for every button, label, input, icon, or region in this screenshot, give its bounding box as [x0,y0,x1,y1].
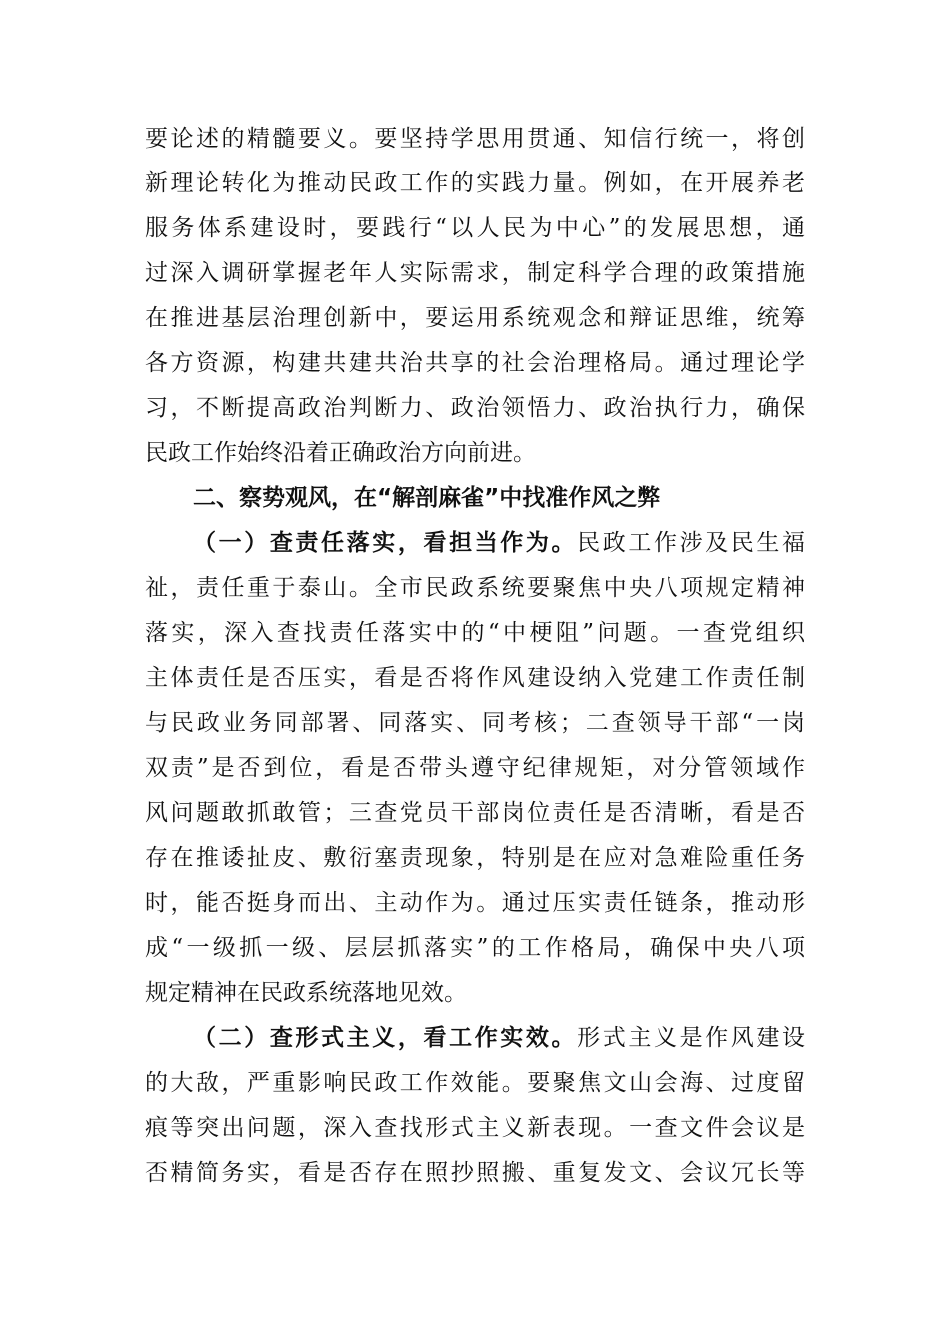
paragraph-line: 双责”是否到位，看是否带头遵守纪律规矩，对分管领域作 [145,755,805,781]
subsection-first-rest: 形式主义是作风建设 [577,1025,805,1051]
subsection-first-line [193,523,805,563]
paragraph-line: 的大敌，严重影响民政工作效能。要聚焦文山会海、过度留 [145,1070,805,1096]
paragraph-line: 存在推诿扯皮、敷衍塞责现象，特别是在应对急难险重任务 [145,845,805,871]
paragraph-line: 各方资源，构建共建共治共享的社会治理格局。通过理论学 [145,350,805,376]
paragraph-line: 落实，深入查找责任落实中的“中梗阻”问题。一查党组织 [145,620,805,646]
subsection-lead: （一）查责任落实，看担当作为。 [193,529,578,556]
section-heading: 二、察势观风，在“解剖麻雀”中找准作风之弊 [193,485,661,511]
subsection-lead: （二）查形式主义，看工作实效。 [193,1024,578,1051]
paragraph-line: 祉，责任重于泰山。全市民政系统要聚焦中央八项规定精神 [145,575,805,601]
paragraph-line: 新理论转化为推动民政工作的实践力量。例如，在开展养老 [145,170,805,196]
paragraph-line: 过深入调研掌握老年人实际需求，制定科学合理的政策措施 [145,260,805,286]
paragraph-line: 要论述的精髓要义。要坚持学思用贯通、知信行统一，将创 [145,126,805,152]
paragraph-line: 主体责任是否压实，看是否将作风建设纳入党建工作责任制 [145,665,805,691]
paragraph-line: 痕等突出问题，深入查找形式主义新表现。一查文件会议是 [145,1115,805,1141]
paragraph-line: 成“一级抓一级、层层抓落实”的工作格局，确保中央八项 [145,935,805,961]
paragraph-line: 民政工作始终沿着正确政治方向前进。 [145,440,536,466]
paragraph-line: 规定精神在民政系统落地见效。 [145,980,467,1006]
paragraph-line: 习，不断提高政治判断力、政治领悟力、政治执行力，确保 [145,395,805,421]
paragraph-line: 与民政业务同部署、同落实、同考核；二查领导干部“一岗 [145,710,805,736]
paragraph-line: 服务体系建设时，要践行“以人民为中心”的发展思想，通 [145,215,805,241]
paragraph-line: 在推进基层治理创新中，要运用系统观念和辩证思维，统筹 [145,305,805,331]
paragraph-line: 风问题敢抓敢管；三查党员干部岗位责任是否清晰，看是否 [145,800,805,826]
subsection-first-rest: 民政工作涉及民生福 [577,530,805,556]
paragraph-line: 否精简务实，看是否存在照抄照搬、重复发文、会议冗长等 [145,1160,805,1186]
paragraph-line: 时，能否挺身而出、主动作为。通过压实责任链条，推动形 [145,890,805,916]
subsection-first-line [193,1018,805,1058]
